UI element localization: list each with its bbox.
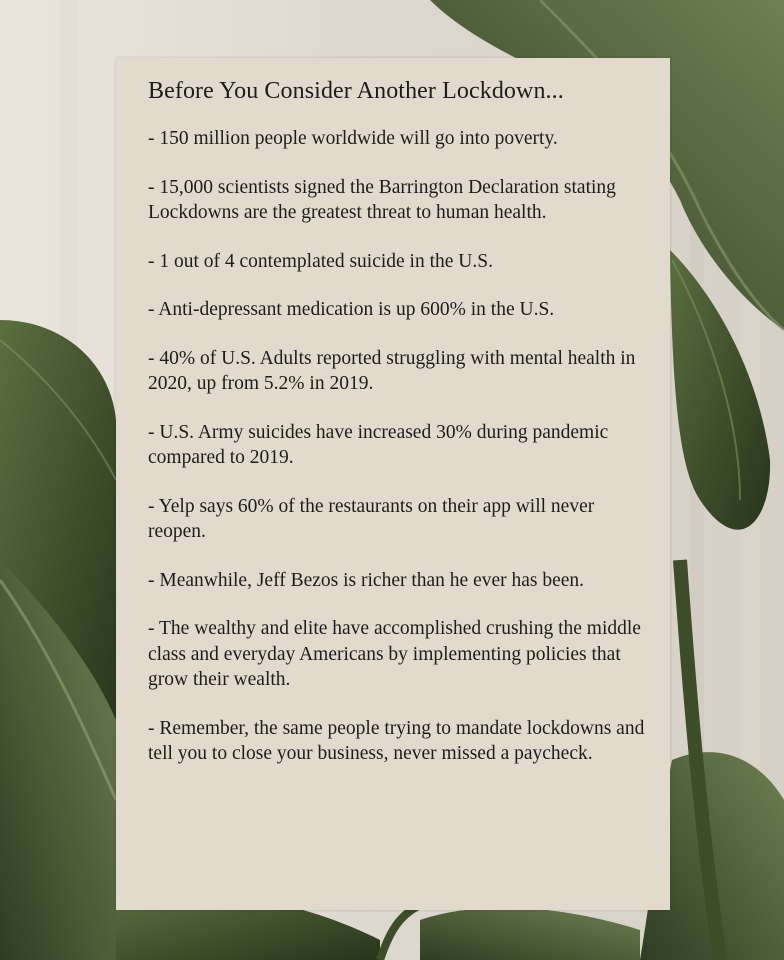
list-item: - 40% of U.S. Adults reported struggling with mental health in 2020, up from 5.2% in 2019. xyxy=(148,347,641,394)
list-item: - 1 out of 4 contemplated suicide in the U.S. xyxy=(148,250,493,272)
list-item: - 150 million people worldwide will go into poverty. xyxy=(148,128,558,149)
list-item: - Anti-depressant medication is up 600% in the U.S. xyxy=(148,299,555,320)
list-item: - 15,000 scientists signed the Barrington Declaration stating Lockdowns are the greatest threat to human health. xyxy=(148,176,621,223)
list-item: - Meanwhile, Jeff Bezos is richer than he ever has been. xyxy=(148,569,585,591)
list-item: - Yelp says 60% of the restaurants on their app will never reopen. xyxy=(148,495,600,542)
card-title: Before You Consider Another Lockdown... xyxy=(148,78,564,104)
list-item: - Remember, the same people trying to mandate lockdowns and tell you to close your business, never missed a paycheck. xyxy=(148,717,650,764)
info-card xyxy=(116,58,670,910)
list-item: - The wealthy and elite have accomplished crushing the middle class and everyday Americans by implementing policies that grow their wealth. xyxy=(148,618,646,690)
statement-list xyxy=(148,126,650,767)
list-item: - U.S. Army suicides have increased 30% during pandemic compared to 2019. xyxy=(148,421,614,468)
